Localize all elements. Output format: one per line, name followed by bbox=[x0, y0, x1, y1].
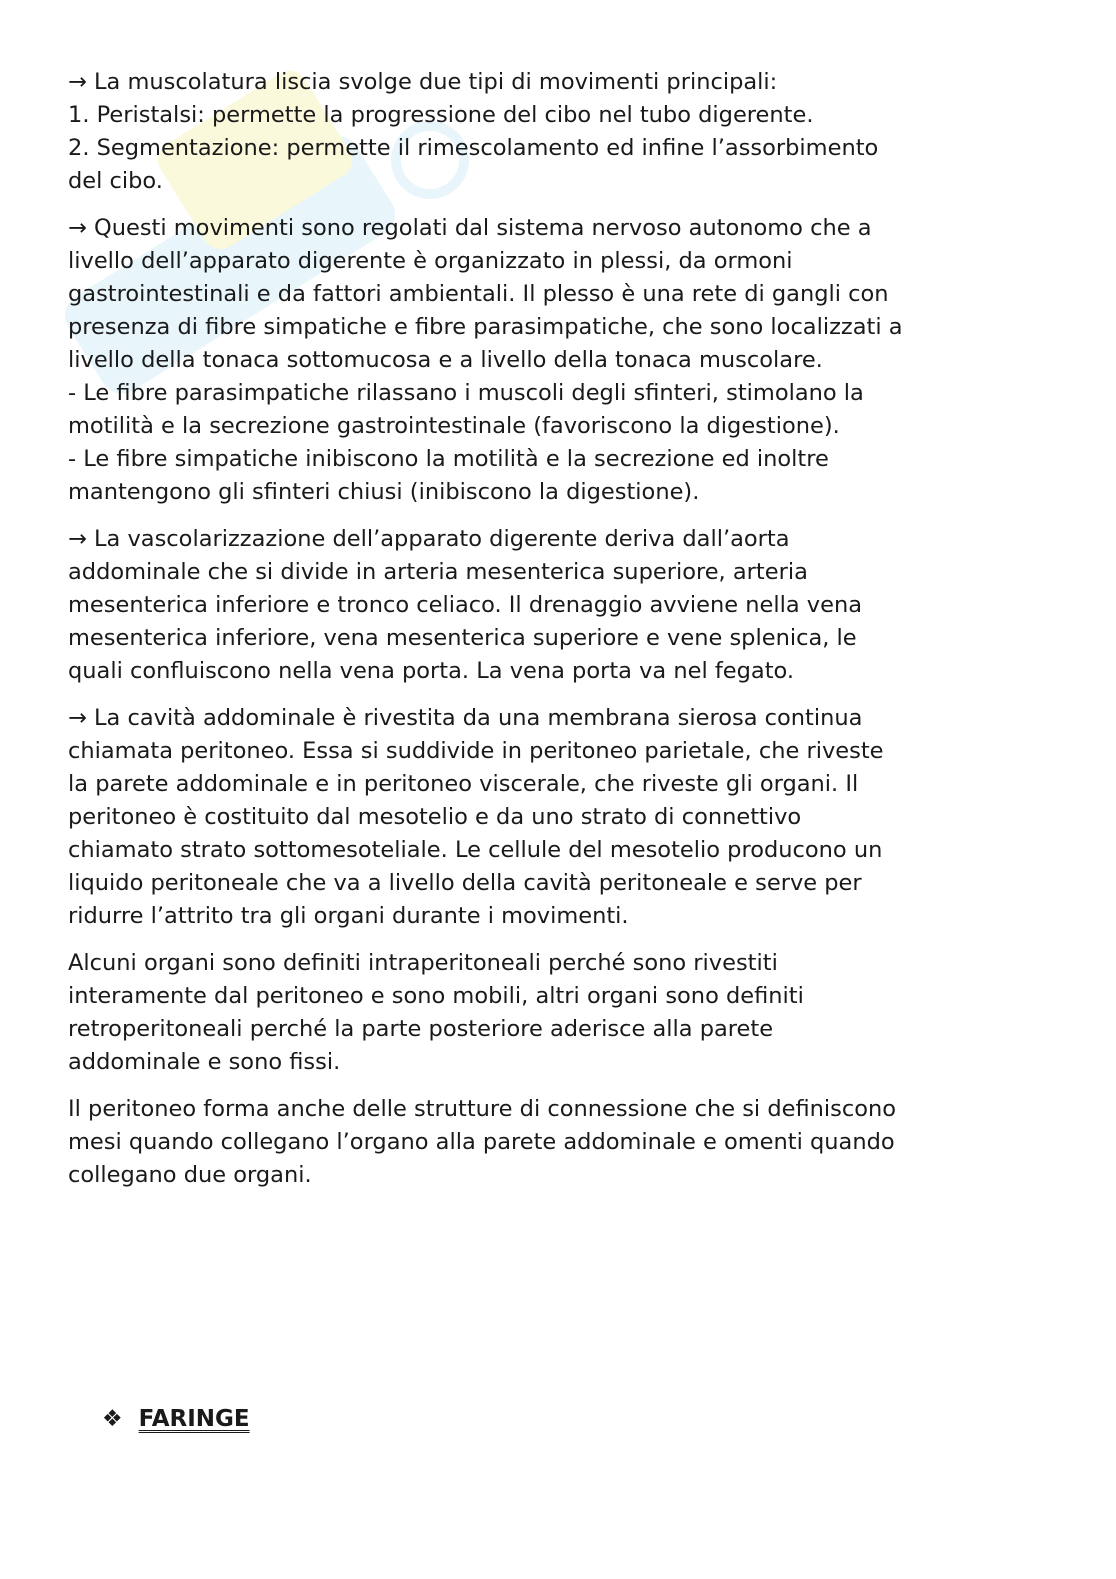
paragraph bbox=[68, 702, 1048, 933]
text-line: mantengono gli sfinteri chiusi (inibiscono la digestione). bbox=[68, 479, 700, 505]
text-line: livello dell’apparato digerente è organizzato in plessi, da ormoni bbox=[68, 248, 793, 274]
text-line: 1. Peristalsi: permette la progressione del cibo nel tubo digerente. bbox=[68, 102, 814, 128]
paragraph bbox=[68, 947, 1048, 1079]
paragraph bbox=[68, 66, 1048, 198]
section-heading-faringe bbox=[102, 1403, 250, 1435]
text-line: → La muscolatura liscia svolge due tipi di movimenti principali: bbox=[68, 69, 778, 95]
text-line: quali confluiscono nella vena porta. La vena porta va nel fegato. bbox=[68, 658, 795, 684]
paragraph bbox=[68, 523, 1048, 688]
text-line: retroperitoneali perché la parte posteriore aderisce alla parete bbox=[68, 1016, 774, 1042]
text-line: la parete addominale e in peritoneo viscerale, che riveste gli organi. Il bbox=[68, 771, 859, 797]
text-line: - Le fibre simpatiche inibiscono la motilità e la secrezione ed inoltre bbox=[68, 446, 829, 472]
text-line: chiamato strato sottomesoteliale. Le cellule del mesotelio producono un bbox=[68, 837, 883, 863]
text-line: → Questi movimenti sono regolati dal sistema nervoso autonomo che a bbox=[68, 215, 872, 241]
text-line: interamente dal peritoneo e sono mobili, altri organi sono definiti bbox=[68, 983, 804, 1009]
document-body bbox=[68, 66, 1048, 1206]
text-line: chiamata peritoneo. Essa si suddivide in peritoneo parietale, che riveste bbox=[68, 738, 884, 764]
paragraph bbox=[68, 1093, 1048, 1192]
text-line: motilità e la secrezione gastrointestinale (favoriscono la digestione). bbox=[68, 413, 840, 439]
text-line: mesenterica inferiore, vena mesenterica superiore e vene splenica, le bbox=[68, 625, 857, 651]
text-line: collegano due organi. bbox=[68, 1162, 312, 1188]
text-line: Il peritoneo forma anche delle strutture di connessione che si definiscono bbox=[68, 1096, 897, 1122]
paragraph bbox=[68, 212, 1048, 509]
text-line: mesi quando collegano l’organo alla parete addominale e omenti quando bbox=[68, 1129, 895, 1155]
text-line: Alcuni organi sono definiti intraperitoneali perché sono rivestiti bbox=[68, 950, 778, 976]
text-line: addominale che si divide in arteria mesenterica superiore, arteria bbox=[68, 559, 808, 585]
text-line: ridurre l’attrito tra gli organi durante i movimenti. bbox=[68, 903, 629, 929]
text-line: - Le fibre parasimpatiche rilassano i muscoli degli sfinteri, stimolano la bbox=[68, 380, 864, 406]
text-line: peritoneo è costituito dal mesotelio e da uno strato di connettivo bbox=[68, 804, 802, 830]
text-line: del cibo. bbox=[68, 168, 163, 194]
text-line: gastrointestinali e da fattori ambientali. Il plesso è una rete di gangli con bbox=[68, 281, 889, 307]
section-heading-text: FARINGE bbox=[138, 1406, 250, 1432]
text-line: presenza di fibre simpatiche e fibre parasimpatiche, che sono localizzati a bbox=[68, 314, 903, 340]
bullet-diamond-icon: ❖ bbox=[102, 1406, 123, 1432]
text-line: → La vascolarizzazione dell’apparato digerente deriva dall’aorta bbox=[68, 526, 790, 552]
text-line: addominale e sono fissi. bbox=[68, 1049, 341, 1075]
text-line: mesenterica inferiore e tronco celiaco. Il drenaggio avviene nella vena bbox=[68, 592, 863, 618]
text-line: 2. Segmentazione: permette il rimescolamento ed infine l’assorbimento bbox=[68, 135, 879, 161]
text-line: livello della tonaca sottomucosa e a livello della tonaca muscolare. bbox=[68, 347, 823, 373]
text-line: liquido peritoneale che va a livello della cavità peritoneale e serve per bbox=[68, 870, 862, 896]
text-line: → La cavità addominale è rivestita da una membrana sierosa continua bbox=[68, 705, 863, 731]
